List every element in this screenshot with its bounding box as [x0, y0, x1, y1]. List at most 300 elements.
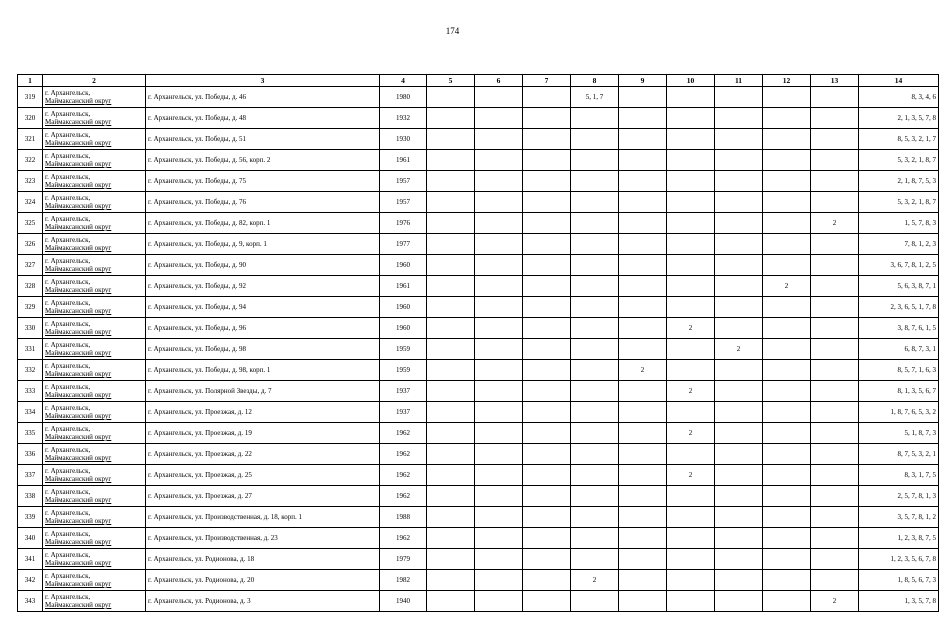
year-cell: 1930 [380, 129, 427, 150]
address-cell: г. Архангельск, ул. Родионова, д. 20 [146, 570, 380, 591]
column-13-cell [811, 171, 859, 192]
column-5-cell [427, 591, 475, 612]
column-13-cell [811, 87, 859, 108]
column-12-cell [763, 486, 811, 507]
column-5-cell [427, 444, 475, 465]
column-7-cell [523, 108, 571, 129]
column-9-cell [619, 339, 667, 360]
row-number-cell: 340 [18, 528, 43, 549]
district-cell [43, 423, 146, 444]
district-cell [43, 402, 146, 423]
table-row [18, 87, 939, 108]
year-cell: 1960 [380, 255, 427, 276]
year-cell: 1962 [380, 423, 427, 444]
column-8-cell [571, 444, 619, 465]
column-12-cell [763, 234, 811, 255]
column-10-cell [667, 129, 715, 150]
district-okrug: Маймаксанский округ [45, 517, 112, 525]
column-11-cell [715, 465, 763, 486]
column-13-cell [811, 192, 859, 213]
column-6-cell [475, 171, 523, 192]
district-cell [43, 486, 146, 507]
row-number-cell: 326 [18, 234, 43, 255]
column-14-cell: 1, 5, 7, 8, 3 [859, 213, 939, 234]
column-13-cell [811, 318, 859, 339]
district-okrug: Маймаксанский округ [45, 580, 112, 588]
address-cell: г. Архангельск, ул. Победы, д. 96 [146, 318, 380, 339]
column-8-cell [571, 360, 619, 381]
column-5-cell [427, 276, 475, 297]
district-city: г. Архангельск, [45, 194, 91, 202]
column-5-cell [427, 486, 475, 507]
column-9-cell [619, 276, 667, 297]
district-cell [43, 381, 146, 402]
column-10-cell [667, 570, 715, 591]
column-14-cell: 7, 8, 1, 2, 3 [859, 234, 939, 255]
district-city: г. Архангельск, [45, 593, 91, 601]
row-number-cell: 333 [18, 381, 43, 402]
district-city: г. Архангельск, [45, 509, 91, 517]
year-cell: 1961 [380, 150, 427, 171]
column-13-cell [811, 465, 859, 486]
column-10-cell [667, 192, 715, 213]
year-cell: 1976 [380, 213, 427, 234]
column-6-cell [475, 213, 523, 234]
district-okrug: Маймаксанский округ [45, 118, 112, 126]
district-cell [43, 213, 146, 234]
year-cell: 1960 [380, 297, 427, 318]
column-11-cell [715, 150, 763, 171]
column-13-cell [811, 381, 859, 402]
column-13-cell: 2 [811, 591, 859, 612]
column-10-cell [667, 213, 715, 234]
column-7-cell [523, 171, 571, 192]
registry-table [17, 74, 939, 612]
row-number-cell: 323 [18, 171, 43, 192]
row-number-cell: 328 [18, 276, 43, 297]
column-11-cell [715, 276, 763, 297]
column-11-cell [715, 108, 763, 129]
column-6-cell [475, 465, 523, 486]
column-11-cell [715, 381, 763, 402]
column-12-cell [763, 402, 811, 423]
column-14-cell: 8, 5, 7, 1, 6, 3 [859, 360, 939, 381]
column-header-1: 1 [18, 75, 43, 87]
year-cell: 1962 [380, 486, 427, 507]
table-body [18, 87, 939, 612]
column-6-cell [475, 507, 523, 528]
district-okrug: Маймаксанский округ [45, 160, 112, 168]
row-number-cell: 336 [18, 444, 43, 465]
district-cell [43, 591, 146, 612]
column-9-cell [619, 171, 667, 192]
column-11-cell [715, 402, 763, 423]
row-number-cell: 324 [18, 192, 43, 213]
column-6-cell [475, 402, 523, 423]
column-6-cell [475, 339, 523, 360]
column-7-cell [523, 87, 571, 108]
column-12-cell [763, 318, 811, 339]
district-city: г. Архангельск, [45, 131, 91, 139]
district-city: г. Архангельск, [45, 467, 91, 475]
column-9-cell [619, 591, 667, 612]
column-header-14: 14 [859, 75, 939, 87]
column-11-cell [715, 549, 763, 570]
row-number-cell: 331 [18, 339, 43, 360]
district-cell [43, 234, 146, 255]
table-row [18, 381, 939, 402]
address-cell: г. Архангельск, ул. Проезжая, д. 12 [146, 402, 380, 423]
year-cell: 1979 [380, 549, 427, 570]
table-row [18, 528, 939, 549]
column-7-cell [523, 423, 571, 444]
column-5-cell [427, 423, 475, 444]
year-cell: 1957 [380, 171, 427, 192]
column-header-13: 13 [811, 75, 859, 87]
row-number-cell: 337 [18, 465, 43, 486]
column-14-cell: 1, 2, 3, 8, 7, 5 [859, 528, 939, 549]
header-row [18, 75, 939, 87]
column-11-cell [715, 318, 763, 339]
district-okrug: Маймаксанский округ [45, 265, 112, 273]
table-row [18, 549, 939, 570]
column-13-cell [811, 297, 859, 318]
district-city: г. Архангельск, [45, 572, 91, 580]
column-9-cell [619, 318, 667, 339]
district-okrug: Маймаксанский округ [45, 454, 112, 462]
column-6-cell [475, 255, 523, 276]
column-5-cell [427, 297, 475, 318]
column-5-cell [427, 507, 475, 528]
address-cell: г. Архангельск, ул. Победы, д. 48 [146, 108, 380, 129]
district-cell [43, 339, 146, 360]
column-12-cell [763, 339, 811, 360]
column-10-cell [667, 339, 715, 360]
row-number-cell: 322 [18, 150, 43, 171]
column-12-cell [763, 423, 811, 444]
column-13-cell [811, 528, 859, 549]
column-14-cell: 2, 1, 3, 5, 7, 8 [859, 108, 939, 129]
column-12-cell: 2 [763, 276, 811, 297]
column-header-12: 12 [763, 75, 811, 87]
column-7-cell [523, 192, 571, 213]
column-7-cell [523, 276, 571, 297]
column-8-cell [571, 276, 619, 297]
district-okrug: Маймаксанский округ [45, 391, 112, 399]
year-cell: 1940 [380, 591, 427, 612]
column-10-cell [667, 87, 715, 108]
address-cell: г. Архангельск, ул. Победы, д. 75 [146, 171, 380, 192]
column-10-cell [667, 234, 715, 255]
address-cell: г. Архангельск, ул. Проезжая, д. 27 [146, 486, 380, 507]
column-10-cell: 2 [667, 318, 715, 339]
district-city: г. Архангельск, [45, 404, 91, 412]
row-number-cell: 343 [18, 591, 43, 612]
district-okrug: Маймаксанский округ [45, 202, 112, 210]
column-11-cell [715, 486, 763, 507]
row-number-cell: 341 [18, 549, 43, 570]
year-cell: 1957 [380, 192, 427, 213]
column-9-cell [619, 297, 667, 318]
column-14-cell: 1, 2, 3, 5, 6, 7, 8 [859, 549, 939, 570]
address-cell: г. Архангельск, ул. Победы, д. 98 [146, 339, 380, 360]
column-14-cell: 3, 8, 7, 6, 1, 5 [859, 318, 939, 339]
year-cell: 1961 [380, 276, 427, 297]
column-13-cell [811, 444, 859, 465]
column-13-cell [811, 423, 859, 444]
column-6-cell [475, 129, 523, 150]
address-cell: г. Архангельск, ул. Победы, д. 82, корп. 1 [146, 213, 380, 234]
column-12-cell [763, 192, 811, 213]
column-9-cell [619, 213, 667, 234]
column-14-cell: 1, 8, 5, 6, 7, 3 [859, 570, 939, 591]
column-5-cell [427, 87, 475, 108]
address-cell: г. Архангельск, ул. Победы, д. 46 [146, 87, 380, 108]
column-12-cell [763, 87, 811, 108]
column-9-cell: 2 [619, 360, 667, 381]
district-city: г. Архангельск, [45, 446, 91, 454]
column-13-cell [811, 108, 859, 129]
column-11-cell [715, 591, 763, 612]
column-header-9: 9 [619, 75, 667, 87]
column-11-cell [715, 444, 763, 465]
address-cell: г. Архангельск, ул. Победы, д. 92 [146, 276, 380, 297]
column-5-cell [427, 108, 475, 129]
column-12-cell [763, 381, 811, 402]
column-6-cell [475, 297, 523, 318]
district-city: г. Архангельск, [45, 110, 91, 118]
column-8-cell [571, 192, 619, 213]
column-10-cell: 2 [667, 465, 715, 486]
column-11-cell [715, 171, 763, 192]
column-14-cell: 5, 3, 2, 1, 8, 7 [859, 150, 939, 171]
column-13-cell [811, 339, 859, 360]
column-11-cell [715, 129, 763, 150]
table-row [18, 171, 939, 192]
column-14-cell: 1, 3, 5, 7, 8 [859, 591, 939, 612]
table-row [18, 297, 939, 318]
column-7-cell [523, 528, 571, 549]
column-9-cell [619, 423, 667, 444]
address-cell: г. Архангельск, ул. Родионова, д. 18 [146, 549, 380, 570]
column-13-cell [811, 360, 859, 381]
column-6-cell [475, 549, 523, 570]
district-cell [43, 108, 146, 129]
column-14-cell: 5, 1, 8, 7, 3 [859, 423, 939, 444]
district-okrug: Маймаксанский округ [45, 181, 112, 189]
row-number-cell: 327 [18, 255, 43, 276]
row-number-cell: 319 [18, 87, 43, 108]
district-cell [43, 570, 146, 591]
column-8-cell [571, 402, 619, 423]
column-7-cell [523, 234, 571, 255]
column-14-cell: 3, 6, 7, 8, 1, 2, 5 [859, 255, 939, 276]
district-okrug: Маймаксанский округ [45, 559, 112, 567]
column-11-cell [715, 528, 763, 549]
address-cell: г. Архангельск, ул. Родионова, д. 3 [146, 591, 380, 612]
column-10-cell [667, 591, 715, 612]
district-okrug: Маймаксанский округ [45, 496, 112, 504]
district-city: г. Архангельск, [45, 341, 91, 349]
year-cell: 1982 [380, 570, 427, 591]
district-city: г. Архангельск, [45, 236, 91, 244]
column-9-cell [619, 192, 667, 213]
column-9-cell [619, 402, 667, 423]
column-8-cell [571, 213, 619, 234]
column-8-cell [571, 423, 619, 444]
district-cell [43, 276, 146, 297]
district-cell [43, 528, 146, 549]
column-12-cell [763, 507, 811, 528]
row-number-cell: 325 [18, 213, 43, 234]
column-header-4: 4 [380, 75, 427, 87]
district-city: г. Архангельск, [45, 383, 91, 391]
column-12-cell [763, 213, 811, 234]
column-11-cell [715, 360, 763, 381]
column-8-cell: 5, 1, 7 [571, 87, 619, 108]
row-number-cell: 329 [18, 297, 43, 318]
district-okrug: Маймаксанский округ [45, 97, 112, 105]
column-5-cell [427, 318, 475, 339]
column-11-cell [715, 213, 763, 234]
column-13-cell [811, 276, 859, 297]
table-row [18, 591, 939, 612]
column-7-cell [523, 549, 571, 570]
column-9-cell [619, 444, 667, 465]
table-row [18, 108, 939, 129]
column-8-cell [571, 528, 619, 549]
district-cell [43, 171, 146, 192]
column-header-7: 7 [523, 75, 571, 87]
district-cell [43, 318, 146, 339]
column-5-cell [427, 360, 475, 381]
year-cell: 1937 [380, 402, 427, 423]
column-5-cell [427, 234, 475, 255]
year-cell: 1980 [380, 87, 427, 108]
column-5-cell [427, 402, 475, 423]
table-row [18, 507, 939, 528]
column-9-cell [619, 486, 667, 507]
district-city: г. Архангельск, [45, 215, 91, 223]
row-number-cell: 335 [18, 423, 43, 444]
district-city: г. Архангельск, [45, 257, 91, 265]
column-8-cell [571, 465, 619, 486]
column-13-cell [811, 402, 859, 423]
column-10-cell [667, 549, 715, 570]
column-11-cell [715, 423, 763, 444]
year-cell: 1977 [380, 234, 427, 255]
column-10-cell: 2 [667, 381, 715, 402]
column-9-cell [619, 150, 667, 171]
district-okrug: Маймаксанский округ [45, 412, 112, 420]
column-9-cell [619, 129, 667, 150]
column-13-cell [811, 150, 859, 171]
year-cell: 1937 [380, 381, 427, 402]
district-city: г. Архангельск, [45, 362, 91, 370]
column-header-6: 6 [475, 75, 523, 87]
column-14-cell: 8, 3, 4, 6 [859, 87, 939, 108]
column-7-cell [523, 129, 571, 150]
column-5-cell [427, 129, 475, 150]
table-row [18, 465, 939, 486]
column-9-cell [619, 507, 667, 528]
column-13-cell [811, 234, 859, 255]
column-8-cell [571, 591, 619, 612]
district-okrug: Маймаксанский округ [45, 286, 112, 294]
column-5-cell [427, 255, 475, 276]
column-14-cell: 2, 1, 8, 7, 5, 3 [859, 171, 939, 192]
district-city: г. Архангельск, [45, 320, 91, 328]
column-8-cell [571, 108, 619, 129]
table-row [18, 339, 939, 360]
address-cell: г. Архангельск, ул. Проезжая, д. 22 [146, 444, 380, 465]
table-row [18, 129, 939, 150]
column-12-cell [763, 570, 811, 591]
district-city: г. Архангельск, [45, 173, 91, 181]
district-cell [43, 465, 146, 486]
column-11-cell [715, 87, 763, 108]
row-number-cell: 339 [18, 507, 43, 528]
year-cell: 1962 [380, 528, 427, 549]
column-14-cell: 5, 3, 2, 1, 8, 7 [859, 192, 939, 213]
district-okrug: Маймаксанский округ [45, 349, 112, 357]
district-city: г. Архангельск, [45, 530, 91, 538]
column-6-cell [475, 192, 523, 213]
column-12-cell [763, 255, 811, 276]
year-cell: 1962 [380, 444, 427, 465]
column-5-cell [427, 171, 475, 192]
district-city: г. Архангельск, [45, 278, 91, 286]
row-number-cell: 332 [18, 360, 43, 381]
district-cell [43, 360, 146, 381]
column-13-cell [811, 549, 859, 570]
column-6-cell [475, 570, 523, 591]
column-6-cell [475, 423, 523, 444]
column-header-5: 5 [427, 75, 475, 87]
column-10-cell [667, 276, 715, 297]
column-11-cell [715, 297, 763, 318]
column-6-cell [475, 444, 523, 465]
column-12-cell [763, 591, 811, 612]
column-7-cell [523, 402, 571, 423]
column-10-cell [667, 360, 715, 381]
column-6-cell [475, 318, 523, 339]
column-10-cell [667, 150, 715, 171]
column-6-cell [475, 150, 523, 171]
district-cell [43, 255, 146, 276]
column-9-cell [619, 549, 667, 570]
column-10-cell: 2 [667, 423, 715, 444]
column-5-cell [427, 150, 475, 171]
year-cell: 1962 [380, 465, 427, 486]
table-row [18, 570, 939, 591]
column-7-cell [523, 486, 571, 507]
address-cell: г. Архангельск, ул. Победы, д. 90 [146, 255, 380, 276]
column-13-cell: 2 [811, 213, 859, 234]
address-cell: г. Архангельск, ул. Производственная, д. 18, корп. 1 [146, 507, 380, 528]
column-9-cell [619, 381, 667, 402]
column-6-cell [475, 591, 523, 612]
district-okrug: Маймаксанский округ [45, 139, 112, 147]
column-9-cell [619, 465, 667, 486]
table-row [18, 360, 939, 381]
column-13-cell [811, 570, 859, 591]
column-8-cell [571, 507, 619, 528]
column-10-cell [667, 507, 715, 528]
column-10-cell [667, 255, 715, 276]
column-13-cell [811, 129, 859, 150]
address-cell: г. Архангельск, ул. Победы, д. 76 [146, 192, 380, 213]
